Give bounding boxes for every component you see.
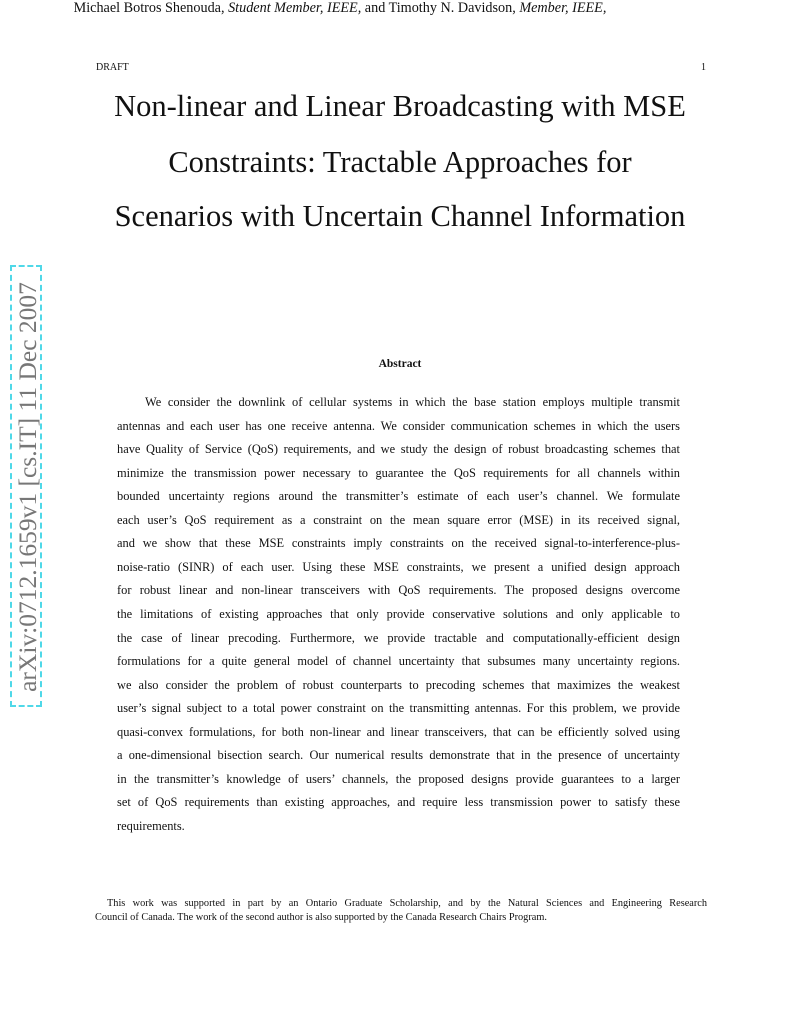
paper-title-line-2: Constraints: Tractable Approaches for [168,145,632,179]
abstract-line: we also consider the problem of robust counterparts to precoding schemes that maximizes the weakest [117,677,680,692]
abstract-line: quasi-convex formulations, for both non-linear and linear transceivers, that can be efficiently solved using [117,724,680,739]
footnote-line-2: Council of Canada. The work of the second author is also supported by the Canada Research Chairs Program. [95,912,547,923]
author-2: and Timothy N. Davidson, [364,0,516,16]
abstract-line: set of QoS requirements than existing approaches, and require less transmission power to satisfy these [117,795,680,810]
abstract-heading: Abstract [378,358,422,370]
arxiv-stamp [10,265,42,707]
abstract-line: for robust linear and non-linear transceivers with QoS requirements. The proposed designs overcome [117,583,680,598]
abstract-line: a one-dimensional bisection search. Our numerical results demonstrate that in the presence of uncertainty [117,748,680,763]
author-2-role: Member, IEEE, [519,0,607,16]
author-1-role: Student Member, IEEE, [228,0,362,16]
abstract-line: requirements. [117,818,185,833]
abstract-line: noise-ratio (SINR) of each user. Using these MSE constraints, we present a unified design approach [117,559,680,574]
abstract-line: in the transmitter’s knowledge of users’ channels, the proposed designs provide guarantees to a larger [117,771,680,786]
abstract-line: formulations for a quite general model of channel uncertainty that subsumes many uncertainty regions. [117,654,680,669]
paper-title-line-1: Non-linear and Linear Broadcasting with MSE [114,89,686,123]
abstract-line: have Quality of Service (QoS) requirements, and we study the design of robust broadcasting schemes that [117,442,680,457]
author-list [0,0,680,17]
abstract-line: user’s signal subject to a total power constraint on the transmitting antennas. For this problem, we provide [117,701,680,716]
page-number: 1 [701,62,706,73]
footnote-line-1: This work was supported in part by an Ontario Graduate Scholarship, and by the Natural Sciences and Engineering Research [107,898,707,909]
abstract-line: and we show that these MSE constraints imply constraints on the received signal-to-interference-plus- [117,536,680,551]
abstract-line: bounded uncertainty regions around the transmitter’s estimate of each user’s channel. We formulate [117,489,680,504]
running-header: DRAFT [96,62,129,73]
paper-title-line-3: Scenarios with Uncertain Channel Information [114,199,686,233]
arxiv-identifier: arXiv:0712.1659v1 [cs.IT] 11 Dec 2007 [13,282,42,692]
abstract-line: minimize the transmission power necessary to guarantee the QoS requirements for all channels within [117,465,680,480]
abstract-line: antennas and each user has one receive antenna. We consider communication schemes in which the users [117,418,680,433]
author-1: Michael Botros Shenouda, [73,0,225,16]
abstract-line: each user’s QoS requirement as a constraint on the mean square error (MSE) in its received signal, [117,512,680,527]
abstract-line: We consider the downlink of cellular systems in which the base station employs multiple transmit [145,395,680,409]
abstract-line: the limitations of existing approaches that only provide conservative solutions and only applicable to [117,606,680,621]
abstract-line: the case of linear precoding. Furthermore, we provide tractable and computationally-efficient design [117,630,680,645]
